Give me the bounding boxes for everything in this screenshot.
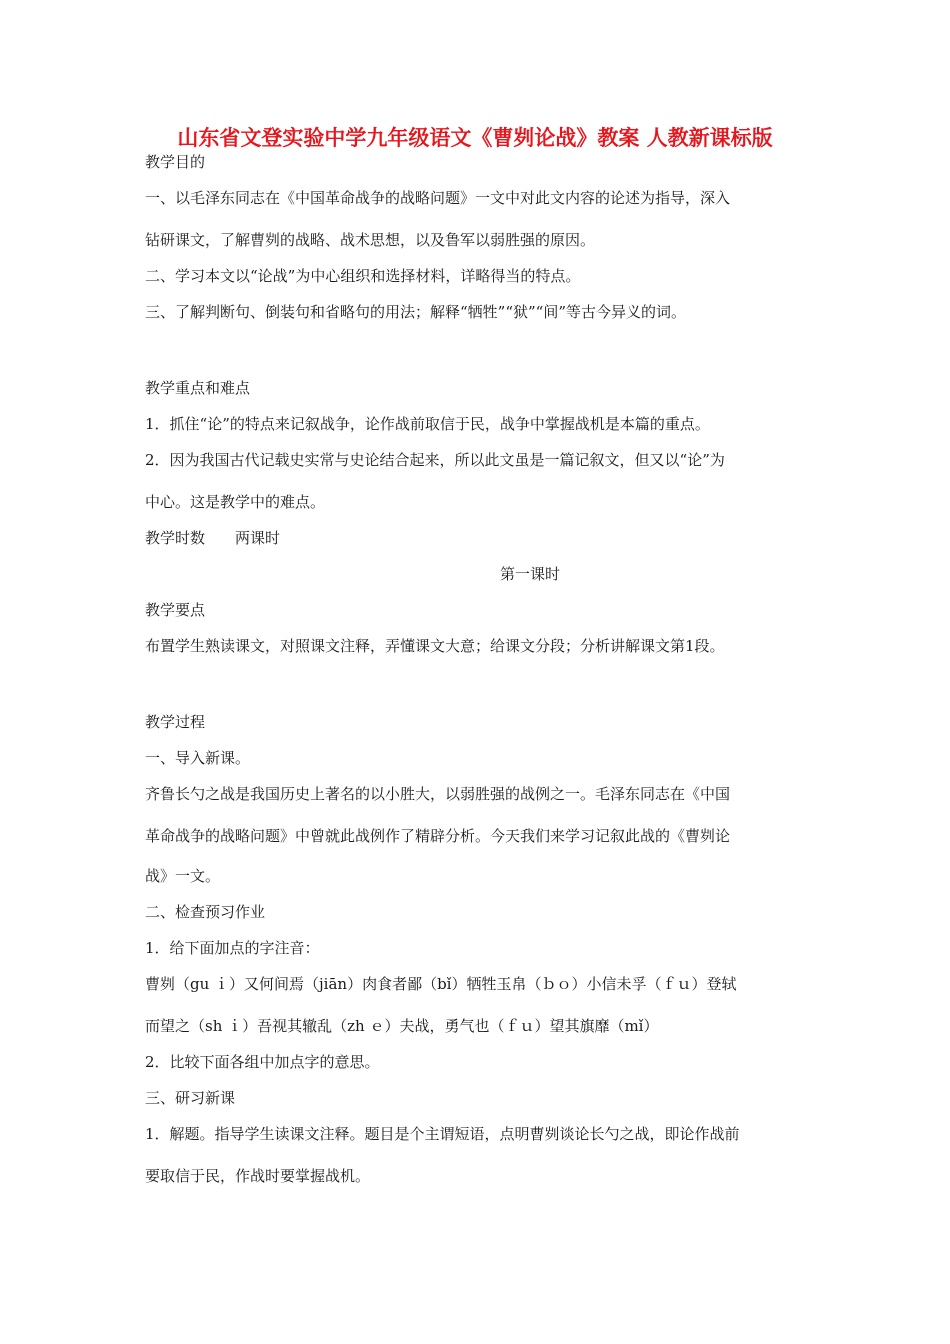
heading-teaching-goals: 教学目的 bbox=[145, 153, 206, 171]
paragraph-line: 战》一文。 bbox=[145, 867, 221, 885]
paragraph-line: 齐鲁长勺之战是我国历史上著名的以小胜大，以弱胜强的战例之一。毛泽东同志在《中国 bbox=[145, 785, 731, 803]
paragraph-line: 而望之（sh ｉ）吾视其辙乱（zh ｅ）夫战，勇气也（ｆｕ）望其旗靡（mǐ） bbox=[145, 1017, 659, 1035]
paragraph-line: 要取信于民，作战时要掌握战机。 bbox=[145, 1167, 371, 1185]
paragraph-line: 革命战争的战略问题》中曾就此战例作了精辟分析。今天我们来学习记叙此战的《曹刿论 bbox=[145, 827, 731, 845]
paragraph-line: 一、以毛泽东同志在《中国革命战争的战略问题》一文中对此文内容的论述为指导，深入 bbox=[145, 189, 731, 207]
paragraph-line: 2．因为我国古代记载史实常与史论结合起来，所以此文虽是一篇记叙文，但又以“论”为 bbox=[145, 451, 725, 469]
paragraph-line: 1．解题。指导学生读课文注释。题目是个主谓短语，点明曹刿谈论长勺之战，即论作战前 bbox=[145, 1125, 740, 1143]
paragraph-line: 一、导入新课。 bbox=[145, 749, 251, 767]
teaching-hours-line bbox=[145, 528, 280, 548]
teaching-hours-label: 教学时数 bbox=[145, 529, 206, 547]
heading-key-points: 教学重点和难点 bbox=[145, 379, 251, 397]
paragraph-line: 三、研习新课 bbox=[145, 1089, 236, 1107]
teaching-hours-value: 两课时 bbox=[235, 529, 281, 547]
paragraph-line: 三、了解判断句、倒装句和省略句的用法；解释“牺牲”“狱”“间”等古今异义的词。 bbox=[145, 303, 687, 321]
paragraph-line: 曹刿（gu ｉ）又何间焉（jiān）肉食者鄙（bǐ）牺牲玉帛（ｂｏ）小信未孚（ｆｕ）登轼 bbox=[145, 975, 737, 993]
paragraph-line: 二、检查预习作业 bbox=[145, 903, 266, 921]
heading-teaching-essentials: 教学要点 bbox=[145, 601, 206, 619]
document-title: 山东省文登实验中学九年级语文《曹刿论战》教案 人教新课标版 bbox=[177, 125, 773, 150]
paragraph-line: 2．比较下面各组中加点字的意思。 bbox=[145, 1053, 380, 1071]
paragraph-line: 1．给下面加点的字注音： bbox=[145, 939, 320, 957]
paragraph-line: 1．抓住“论”的特点来记叙战争，论作战前取信于民，战争中掌握战机是本篇的重点。 bbox=[145, 415, 710, 433]
paragraph-line: 布置学生熟读课文，对照课文注释，弄懂课文大意；给课文分段；分析讲解课文第1段。 bbox=[145, 637, 725, 655]
paragraph-line: 中心。这是教学中的难点。 bbox=[145, 493, 326, 511]
paragraph-line: 二、学习本文以“论战”为中心组织和选择材料，详略得当的特点。 bbox=[145, 267, 581, 285]
heading-teaching-process: 教学过程 bbox=[145, 713, 206, 731]
paragraph-line: 钻研课文，了解曹刿的战略、战术思想，以及鲁军以弱胜强的原因。 bbox=[145, 231, 596, 249]
section-heading-first-lesson: 第一课时 bbox=[499, 565, 560, 583]
